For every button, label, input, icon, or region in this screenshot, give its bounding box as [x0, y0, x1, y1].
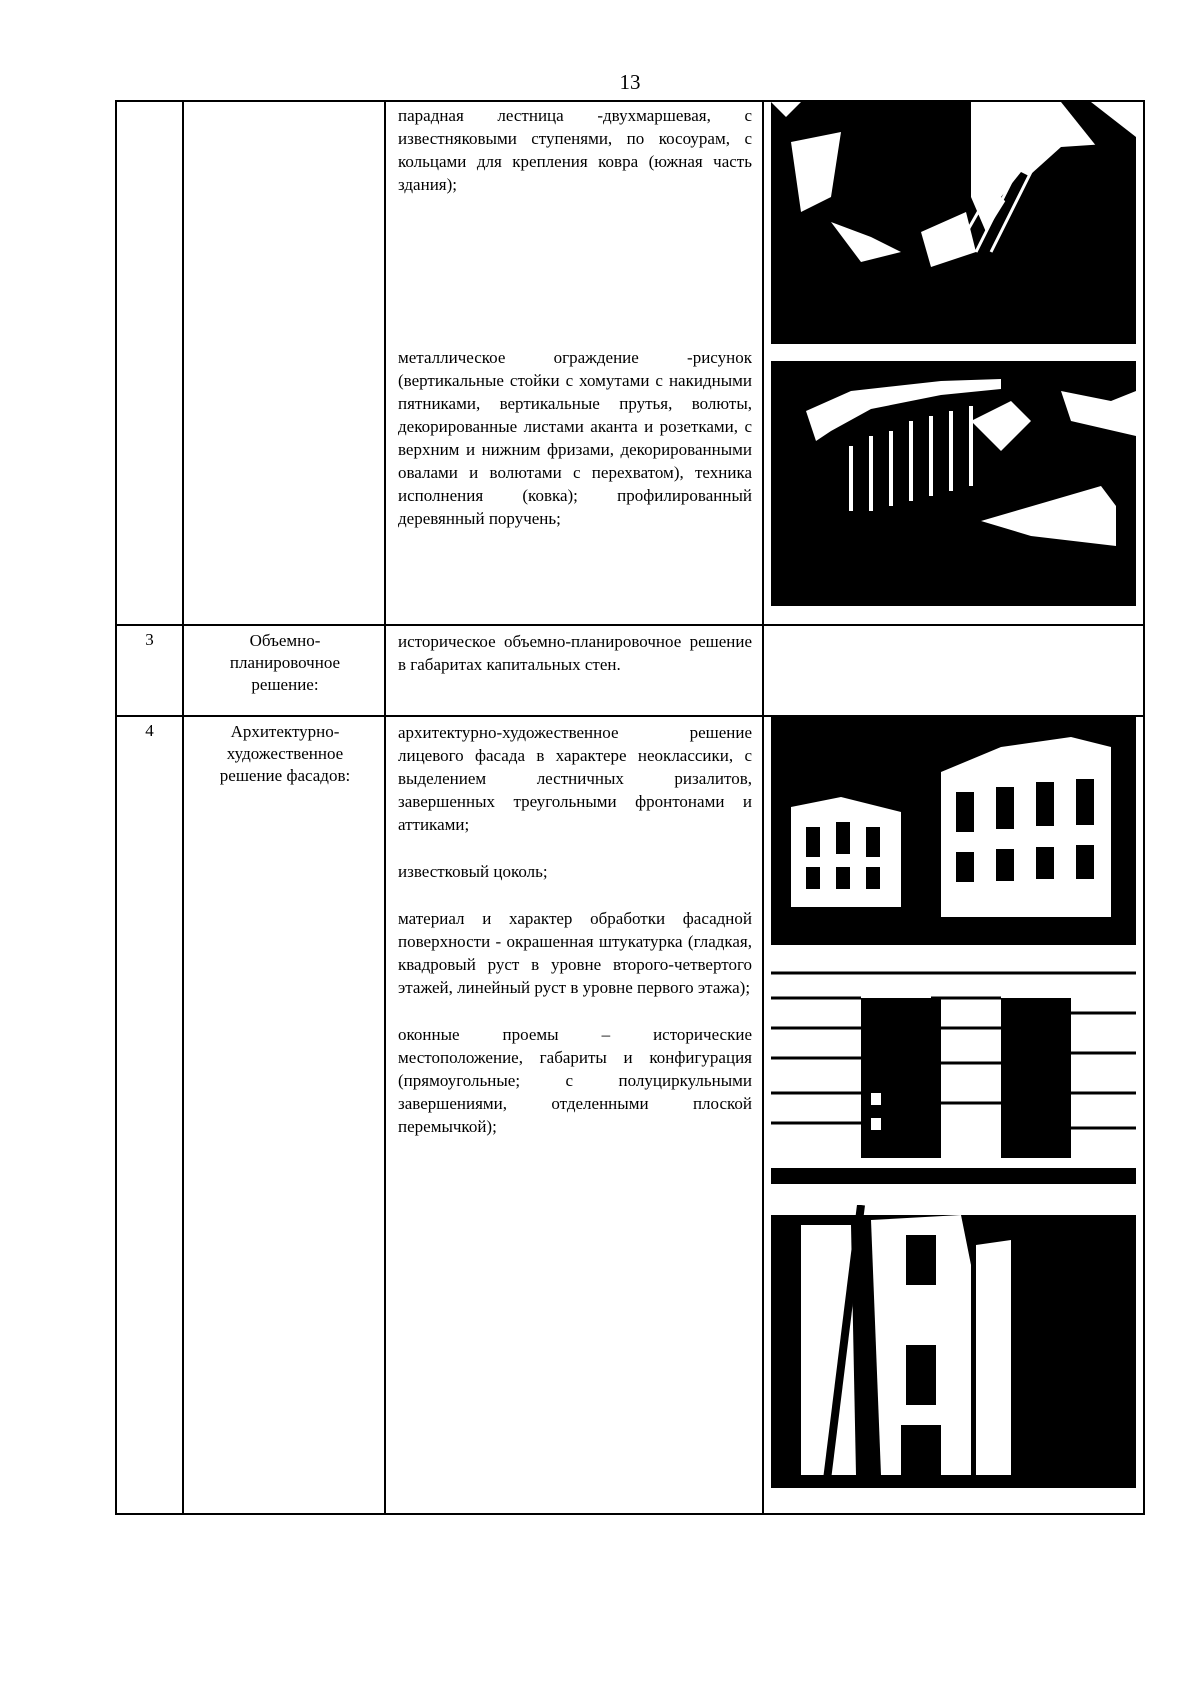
- staircase-photo: [771, 102, 1136, 344]
- row-number-cell: [116, 625, 183, 716]
- row-number: 3: [145, 630, 154, 649]
- description-paragraph: историческое объемно-планировочное решение в габаритах капитальных стен.: [398, 632, 752, 674]
- table-row: [116, 716, 1144, 1514]
- row-photo-cell: [763, 101, 1144, 625]
- facade-detail-photo: [771, 1205, 1136, 1488]
- description-paragraph: оконные проемы – исторические местоположение, габариты и конфигурация (прямоугольные; с полуциркульными завершениями, отделенными плоской перемычкой);: [398, 1025, 752, 1136]
- row-name-cell: [183, 625, 385, 716]
- table-row: [116, 625, 1144, 716]
- description-paragraph: материал и характер обработки фасадной поверхности - окрашенная штукатурка (гладкая, квадровый руст в уровне второго-четвертого этажей, линейный руст в уровне первого этажа);: [398, 909, 752, 997]
- row-name-cell: [183, 101, 385, 625]
- table-row: [116, 101, 1144, 625]
- description-paragraph: металлическое ограждение -рисунок (вертикальные стойки с хомутами с накидными пятниками, вертикальные прутья, волюты, декорированные листами аканта и розетками, с верхним и нижним фризами, декорированными овалами и волютами с перехватом), техника исполнения (ковка); профилированный деревянный поручень;: [398, 348, 752, 528]
- row-number-cell: [116, 716, 183, 1514]
- monument-subject-table: [115, 100, 1145, 1515]
- row-photo-cell: [763, 625, 1144, 716]
- page-number: 13: [619, 70, 641, 94]
- row-name: Архитектурно-художественное решение фасадов:: [219, 722, 351, 785]
- row-name-cell: [183, 716, 385, 1514]
- row-description-cell: [385, 625, 763, 716]
- description-paragraph: парадная лестница -двухмаршевая, с известняковыми ступенями, по косоурам, с кольцами для крепления ковра (южная часть здания);: [398, 106, 752, 194]
- description-paragraph: известковый цоколь;: [398, 862, 548, 881]
- railing-photo: [771, 361, 1136, 606]
- row-number: 4: [145, 721, 154, 740]
- windows-photo: [771, 953, 1136, 1193]
- row-description-cell: [385, 716, 763, 1514]
- row-number: [117, 102, 182, 106]
- row-photo-cell: [763, 716, 1144, 1514]
- facade-photo: [771, 717, 1136, 945]
- row-description-cell: [385, 101, 763, 625]
- row-name: Объемно-планировочное решение:: [229, 631, 341, 694]
- row-name: [184, 102, 384, 110]
- row-number-cell: [116, 101, 183, 625]
- description-paragraph: архитектурно-художественное решение лицевого фасада в характере неоклассики, с выделением лестничных ризалитов, завершенных треугольными фронтонами и аттиками;: [398, 723, 752, 834]
